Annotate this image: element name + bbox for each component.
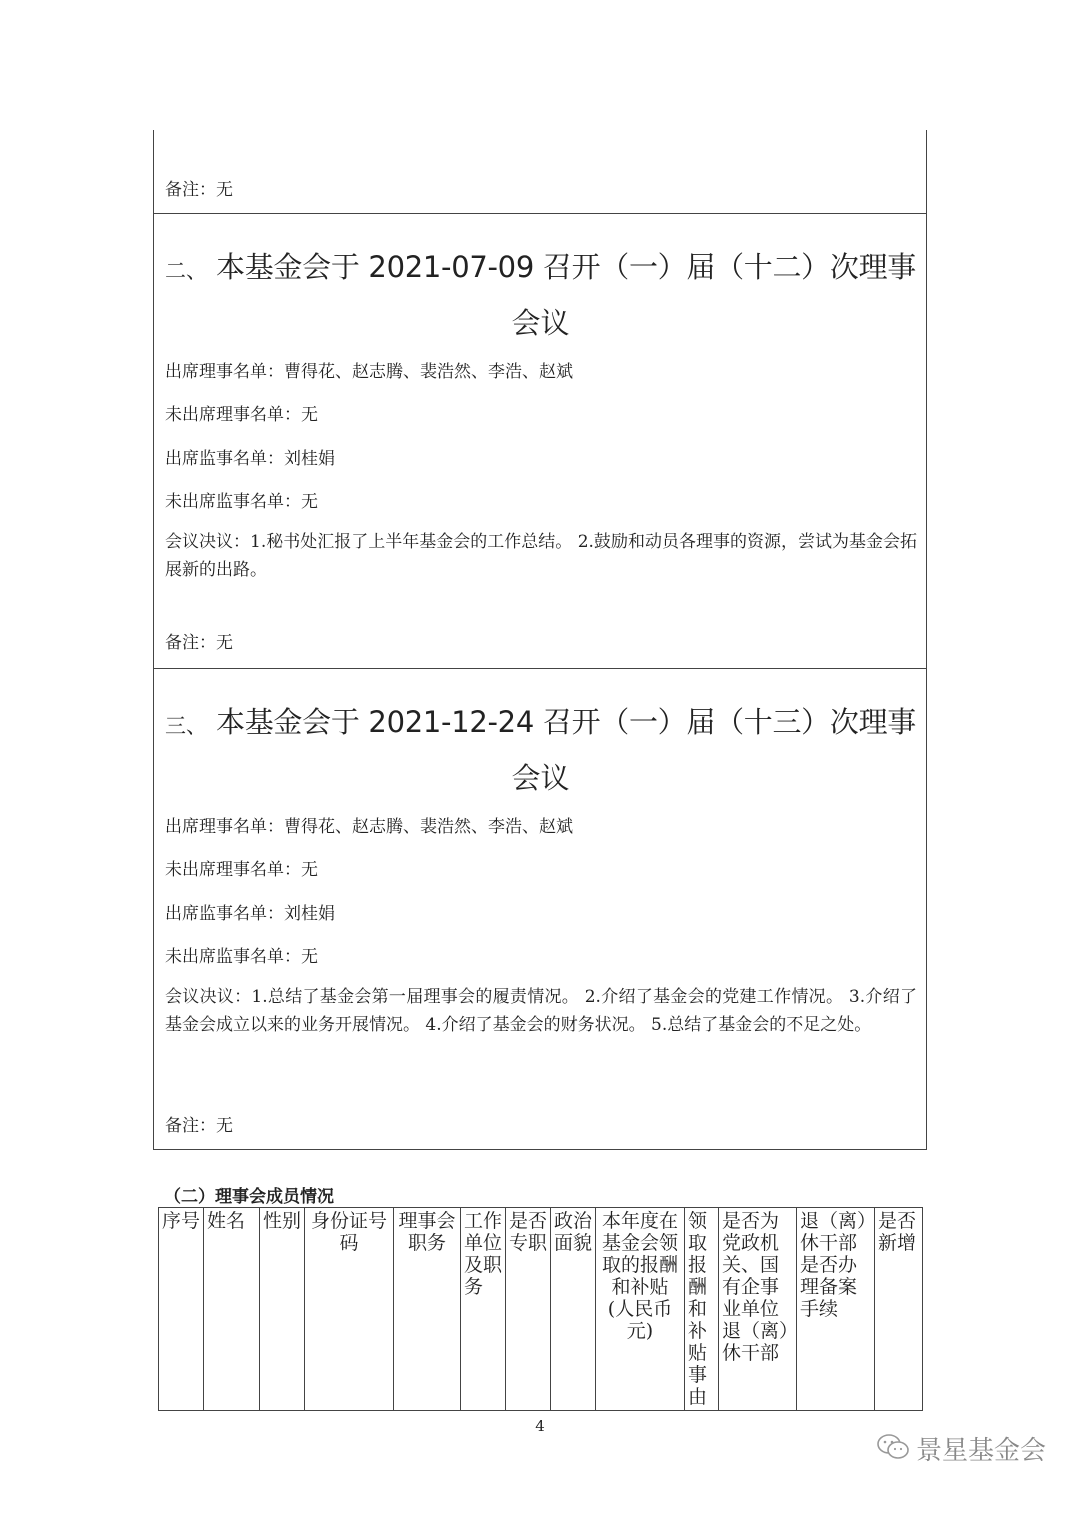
meeting-block [154, 668, 926, 1150]
resolution: 会议决议：1.总结了基金会第一届理事会的履责情况。 2.介绍了基金会的党建工作情况。 3.介绍了基金会成立以来的业务开展情况。 4.介绍了基金会的财务状况。 5.总结了基金会的不足之处。 [165, 987, 917, 1035]
meeting-number: 二、 [165, 259, 207, 283]
header-cell: 政治面貌 [551, 1208, 596, 1411]
watermark [876, 1430, 1046, 1467]
members-section-title: （二）理事会成员情况 [164, 1187, 334, 1207]
header-cell: 身份证号码 [305, 1208, 394, 1411]
meetings-frame [153, 130, 927, 1150]
members-table [158, 1207, 923, 1411]
attending-supervisors: 出席监事名单：刘桂娟 [165, 904, 335, 924]
attending-directors: 出席理事名单：曹得花、赵志腾、裴浩然、李浩、赵斌 [165, 362, 573, 382]
meeting-title-cont: 会议 [511, 761, 570, 795]
header-cell: 姓名 [204, 1208, 260, 1411]
page-number: 4 [535, 1417, 545, 1435]
header-cell: 工作单位及职务 [461, 1208, 506, 1411]
remark: 备注：无 [165, 180, 233, 200]
meeting-title: 本基金会于 2021-07-09 召开（一）届（十二）次理事 [216, 250, 916, 284]
header-cell: 领取报酬和补贴事由 [685, 1208, 719, 1411]
remark: 备注：无 [165, 1116, 233, 1136]
header-cell: 是否新增 [875, 1208, 923, 1411]
meeting-title-cont: 会议 [511, 306, 570, 340]
absent-supervisors: 未出席监事名单：无 [165, 492, 318, 512]
header-cell: 本年度在基金会领取的报酬和补贴(人民币元) [596, 1208, 685, 1411]
header-cell: 退（离）休干部是否办理备案手续 [797, 1208, 875, 1411]
absent-supervisors: 未出席监事名单：无 [165, 947, 318, 967]
header-cell: 序号 [159, 1208, 204, 1411]
attending-supervisors: 出席监事名单：刘桂娟 [165, 449, 335, 469]
resolution: 会议决议：1.秘书处汇报了上半年基金会的工作总结。 2.鼓励和动员各理事的资源，尝试为基金会拓展新的出路。 [165, 532, 917, 580]
absent-directors: 未出席理事名单：无 [165, 405, 318, 425]
attending-directors: 出席理事名单：曹得花、赵志腾、裴浩然、李浩、赵斌 [165, 817, 573, 837]
top-section-tail [154, 130, 926, 213]
watermark-text: 景星基金会 [916, 1436, 1047, 1466]
meeting-number: 三、 [165, 714, 207, 738]
wechat-icon [876, 1433, 910, 1465]
header-cell: 性别 [260, 1208, 305, 1411]
meeting-block [154, 213, 926, 668]
header-cell: 是否专职 [506, 1208, 551, 1411]
header-cell: 是否为党政机关、国有企事业单位退（离）休干部 [719, 1208, 797, 1411]
remark: 备注：无 [165, 633, 233, 653]
absent-directors: 未出席理事名单：无 [165, 860, 318, 880]
meeting-title: 本基金会于 2021-12-24 召开（一）届（十三）次理事 [216, 705, 916, 739]
table-header-row [159, 1208, 923, 1411]
header-cell: 理事会职务 [394, 1208, 461, 1411]
